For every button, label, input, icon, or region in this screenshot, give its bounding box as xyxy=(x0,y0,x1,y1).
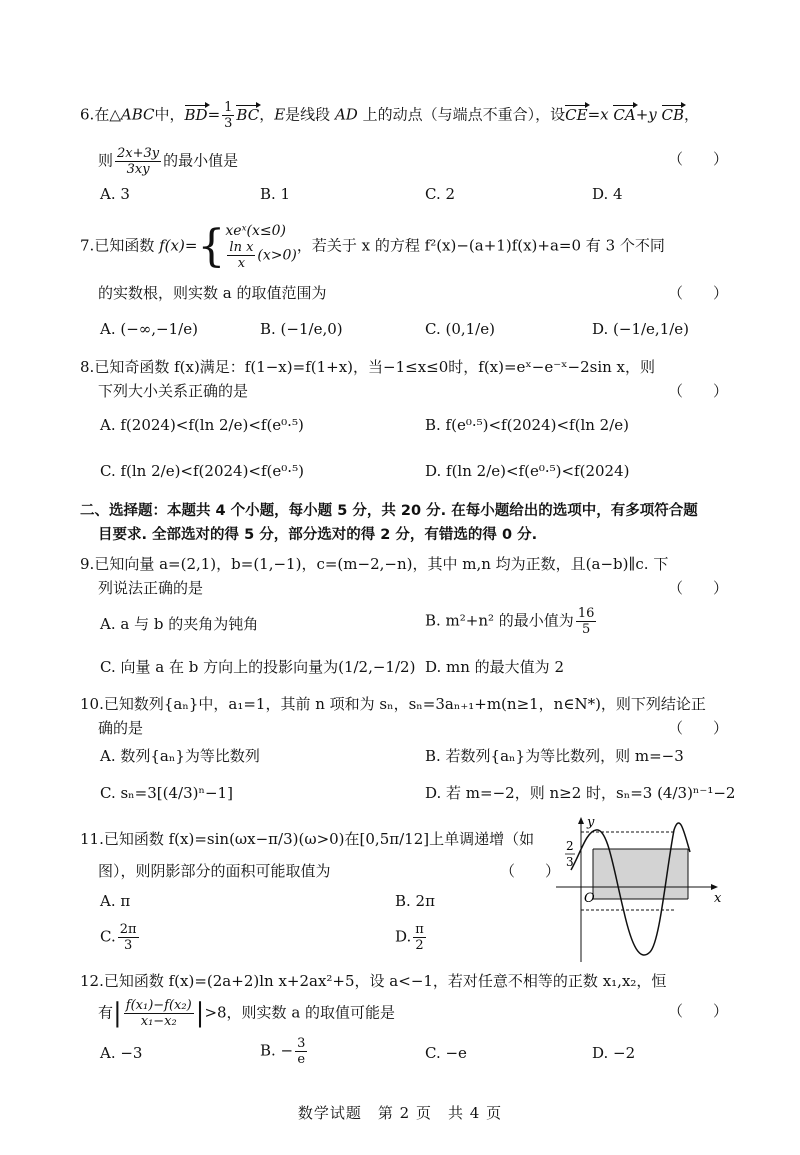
q11-answer-paren: （ ） xyxy=(500,862,561,880)
q10-line1: 10.已知数列{aₙ}中，a₁=1，其前 n 项和为 sₙ，sₙ=3aₙ₊₁+m(n≥1，n∈N*)，则下列结论正 xyxy=(80,695,706,713)
section2-heading-line1: 二、选择题：本题共 4 个小题，每小题 5 分，共 20 分. 在每小题给出的选项中，有多项符合题 xyxy=(80,503,698,519)
q12-option-a: A. −3 xyxy=(100,1044,143,1062)
y-axis-label: y xyxy=(587,815,595,830)
piecewise-cases: xeˣ(x≤0) $\frac{\text{ln x}}{x}$ (x>0) xyxy=(225,223,297,271)
vector-ce: CE xyxy=(565,105,588,124)
section2-heading-line2: 目要求. 全部选对的得 5 分，部分选对的得 2 分，有错选的得 0 分. xyxy=(98,527,538,543)
q10-option-c: C. sₙ=3[(4/3)ⁿ−1] xyxy=(100,784,233,802)
tick-numerator: 2 xyxy=(566,839,574,853)
q7-option-a: A. (−∞,−1/e) xyxy=(100,320,198,338)
q8-option-a: A. f(2024)<f(ln 2/e)<f(e⁰·⁵) xyxy=(100,416,304,434)
q9-option-c: C. 向量 a 在 b 方向上的投影向量为(1/2,−1/2) xyxy=(100,658,416,676)
q12-line2: 有| $\frac{\text{f(x₁)−f(x₂)}}{\text{x₁−x₂}}$ |>8，则实数 a 的取值可能是 xyxy=(98,998,396,1029)
q10-answer-paren: （ ） xyxy=(668,719,729,737)
q8-option-d: D. f(ln 2/e)<f(e⁰·⁵)<f(2024) xyxy=(425,462,630,480)
q12-answer-paren: （ ） xyxy=(668,1002,729,1020)
origin-label: O xyxy=(584,891,595,906)
q7-option-d: D. (−1/e,1/e) xyxy=(592,320,690,338)
vector-ca: CA xyxy=(613,105,636,124)
tick-denominator: 3 xyxy=(566,855,574,869)
q8-option-c: C. f(ln 2/e)<f(2024)<f(e⁰·⁵) xyxy=(100,462,304,480)
difference-quotient: $\frac{\text{f(x₁)−f(x₂)}}{\text{x₁−x₂}}$ xyxy=(125,998,192,1029)
q9-line1: 9.已知向量 a=(2,1)，b=(1,−1)，c=(m−2,−n)，其中 m,n 均为正数，且(a−b)∥c. 下 xyxy=(80,555,669,573)
q11-line1: 11.已知函数 f(x)=sin(ωx−π/3)(ω>0)在[0,5π/12]上单调递增（如 xyxy=(80,830,535,848)
q9-option-a: A. a 与 b 的夹角为钝角 xyxy=(100,615,259,633)
q12-option-b: B. − $\frac{3}{e}$ xyxy=(260,1036,306,1067)
q8-option-b: B. f(e⁰·⁵)<f(2024)<f(ln 2/e) xyxy=(425,416,630,434)
q12-line1: 12.已知函数 f(x)=(2a+2)ln x+2ax²+5，设 a<−1，若对任意不相等的正数 x₁,x₂，恒 xyxy=(80,972,667,990)
vector-bd: BD xyxy=(184,105,208,124)
q10-option-a: A. 数列{aₙ}为等比数列 xyxy=(100,747,260,765)
q11-option-d: D. $\frac{\pi}{2}$ xyxy=(395,922,424,953)
q10-option-b: B. 若数列{aₙ}为等比数列，则 m=−3 xyxy=(425,747,684,765)
q11-option-a: A. π xyxy=(100,892,131,910)
x-axis-arrow xyxy=(711,884,718,890)
y-axis-arrow xyxy=(578,817,584,824)
q6-line2: 则 $\frac{2x+3y}{3xy}$ 的最小值是 xyxy=(98,146,239,177)
page-footer: 数学试题 第 2 页 共 4 页 xyxy=(297,1104,503,1122)
q7-line2: 的实数根，则实数 a 的取值范围为 xyxy=(98,284,327,302)
q6-option-a: A. 3 xyxy=(100,185,130,203)
q9-answer-paren: （ ） xyxy=(668,579,729,597)
q10-line2: 确的是 xyxy=(98,719,144,737)
fraction-expression: $\frac{2x+3y}{3xy}$ xyxy=(117,146,160,177)
vector-bc: BC xyxy=(236,105,260,124)
q8-line2: 下列大小关系正确的是 xyxy=(98,382,249,400)
q10-option-d: D. 若 m=−2，则 n≥2 时，sₙ=3 (4/3)ⁿ⁻¹−2 xyxy=(425,784,736,802)
q8-line1: 8.已知奇函数 f(x)满足：f(1−x)=f(1+x)，当−1≤x≤0时，f(x)=eˣ−e⁻ˣ−2sin x，则 xyxy=(80,358,656,376)
sine-graph xyxy=(556,812,731,972)
q6-option-c: C. 2 xyxy=(425,185,456,203)
q7-line1: 7.已知函数 f(x)={ xeˣ(x≤0) $\frac{\text{ln x}}{x}$ (x>0) ，若关于 x 的方程 f²(x)−(a+1)f(x)+a=0 有 3 个不同 xyxy=(80,220,665,272)
q9-option-b: B. m²+n² 的最小值为 $\frac{16}{5}$ xyxy=(425,606,595,637)
q9-line2: 列说法正确的是 xyxy=(98,579,204,597)
q6-answer-paren: （ ） xyxy=(668,150,729,168)
q11-option-b: B. 2π xyxy=(395,892,435,910)
fraction-one-third: $\frac{1}{3}$ xyxy=(224,100,233,131)
x-axis-label: x xyxy=(714,891,722,906)
q9-option-d: D. mn 的最大值为 2 xyxy=(425,658,564,676)
shaded-region xyxy=(593,849,688,899)
q12-option-d: D. −2 xyxy=(592,1044,636,1062)
q11-option-c: C. $\frac{2\pi}{3}$ xyxy=(100,922,137,953)
q6-option-b: B. 1 xyxy=(260,185,291,203)
q7-option-b: B. (−1/e,0) xyxy=(260,320,343,338)
q7-option-c: C. (0,1/e) xyxy=(425,320,495,338)
q12-option-c: C. −e xyxy=(425,1044,467,1062)
q7-answer-paren: （ ） xyxy=(668,284,729,302)
q6-line1: 6.在△ABC中，BD= $\frac{1}{3}$ BC，E是线段 AD 上的动点（与端点不重合），设CE=x CA+y CB， xyxy=(80,100,700,131)
q11-line2: 图），则阴影部分的面积可能取值为 xyxy=(98,862,331,880)
q6-option-d: D. 4 xyxy=(592,185,623,203)
piecewise-brace: { xyxy=(197,220,226,272)
vector-cb: CB xyxy=(661,105,685,124)
q8-answer-paren: （ ） xyxy=(668,382,729,400)
